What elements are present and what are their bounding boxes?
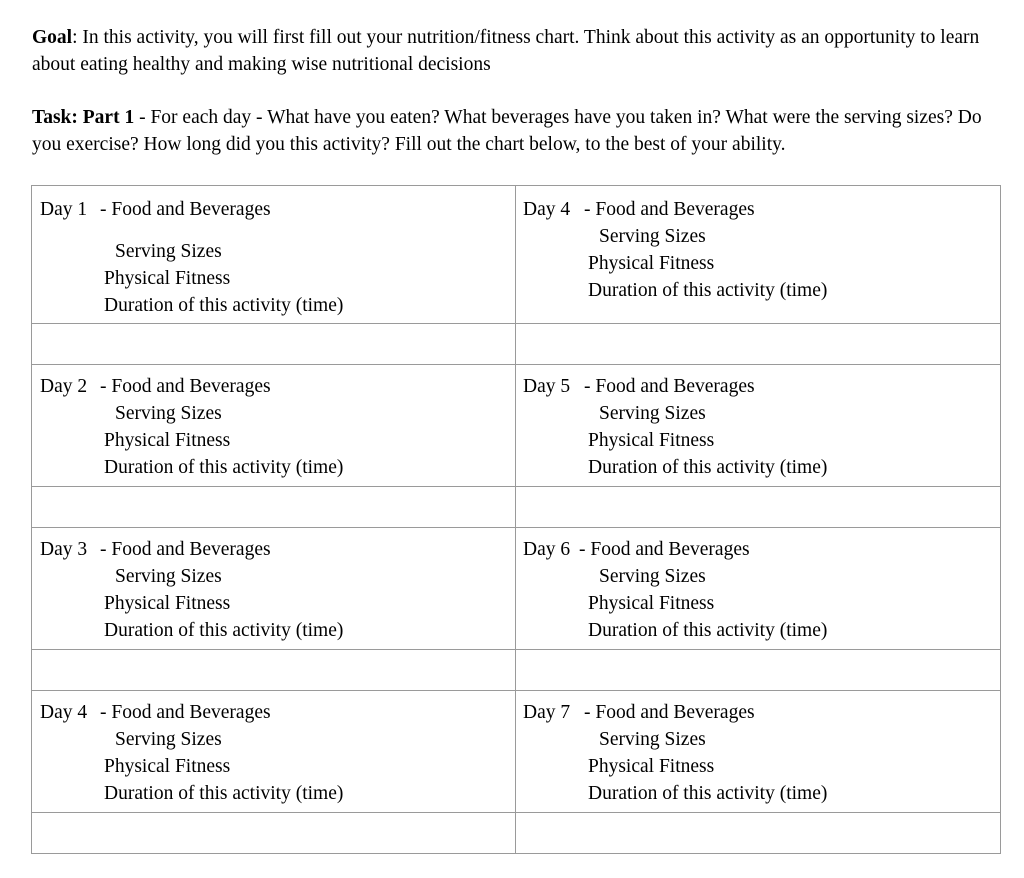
chart-entry-row	[32, 324, 1001, 365]
duration-label: Duration of this activity (time)	[588, 457, 828, 478]
food-beverages-label: - Food and Beverages	[584, 376, 755, 397]
food-beverages-label: - Food and Beverages	[100, 702, 271, 723]
physical-fitness-label: Physical Fitness	[588, 593, 715, 614]
goal-text: : In this activity, you will first fill out your nutrition/fitness chart. Think about this activity as an opportunity to learn about eating healthy and making wise nutritional decisions	[32, 27, 980, 75]
duration-label: Duration of this activity (time)	[104, 620, 344, 641]
serving-sizes-label: Serving Sizes	[599, 729, 706, 750]
chart-header-row	[32, 365, 1001, 487]
food-beverages-label: - Food and Beverages	[584, 199, 755, 220]
entry-cell[interactable]	[32, 324, 516, 365]
entry-cell[interactable]	[32, 487, 516, 528]
day-header-cell	[32, 186, 516, 324]
entry-cell[interactable]	[32, 650, 516, 691]
food-beverages-label: - Food and Beverages	[579, 539, 750, 560]
duration-label: Duration of this activity (time)	[104, 295, 344, 316]
day-header-cell	[516, 528, 1001, 650]
task-paragraph	[32, 104, 1007, 158]
entry-cell[interactable]	[32, 813, 516, 854]
serving-sizes-label: Serving Sizes	[599, 226, 706, 247]
day-label: Day 4	[523, 199, 571, 220]
goal-paragraph	[32, 24, 1007, 78]
task-text: - For each day - What have you eaten? What beverages have you taken in? What were the serving sizes? Do you exercise? How long did you this activity? Fill out the chart below, to the best of your ability.	[32, 107, 982, 155]
day-label: Day 3	[40, 539, 88, 560]
serving-sizes-label: Serving Sizes	[599, 566, 706, 587]
duration-label: Duration of this activity (time)	[104, 783, 344, 804]
nutrition-fitness-chart	[31, 185, 1001, 854]
duration-label: Duration of this activity (time)	[588, 280, 828, 301]
physical-fitness-label: Physical Fitness	[104, 593, 231, 614]
food-beverages-label: - Food and Beverages	[100, 376, 271, 397]
day-header-cell	[516, 365, 1001, 487]
food-beverages-label: - Food and Beverages	[584, 702, 755, 723]
chart-header-row	[32, 186, 1001, 324]
food-beverages-label: - Food and Beverages	[100, 199, 271, 220]
day-label: Day 5	[523, 376, 571, 397]
duration-label: Duration of this activity (time)	[104, 457, 344, 478]
day-label: Day 2	[40, 376, 88, 397]
duration-label: Duration of this activity (time)	[588, 783, 828, 804]
task-label: Task: Part 1	[32, 107, 135, 128]
duration-label: Duration of this activity (time)	[588, 620, 828, 641]
day-label: Day 4	[40, 702, 88, 723]
entry-cell[interactable]	[516, 650, 1001, 691]
day-header-cell	[32, 365, 516, 487]
physical-fitness-label: Physical Fitness	[588, 430, 715, 451]
physical-fitness-label: Physical Fitness	[104, 268, 231, 289]
physical-fitness-label: Physical Fitness	[588, 756, 715, 777]
chart-entry-row	[32, 487, 1001, 528]
serving-sizes-label: Serving Sizes	[115, 566, 222, 587]
chart-entry-row	[32, 813, 1001, 854]
day-header-cell	[32, 528, 516, 650]
entry-cell[interactable]	[516, 813, 1001, 854]
serving-sizes-label: Serving Sizes	[599, 403, 706, 424]
physical-fitness-label: Physical Fitness	[104, 430, 231, 451]
physical-fitness-label: Physical Fitness	[104, 756, 231, 777]
serving-sizes-label: Serving Sizes	[115, 729, 222, 750]
serving-sizes-label: Serving Sizes	[115, 241, 222, 262]
chart-header-row	[32, 691, 1001, 813]
day-header-cell	[516, 691, 1001, 813]
day-label: Day 7	[523, 702, 571, 723]
day-label: Day 1	[40, 199, 88, 220]
serving-sizes-label: Serving Sizes	[115, 403, 222, 424]
physical-fitness-label: Physical Fitness	[588, 253, 715, 274]
day-header-cell	[516, 186, 1001, 324]
day-label: Day 6	[523, 539, 571, 560]
chart-entry-row	[32, 650, 1001, 691]
chart-header-row	[32, 528, 1001, 650]
entry-cell[interactable]	[516, 487, 1001, 528]
food-beverages-label: - Food and Beverages	[100, 539, 271, 560]
entry-cell[interactable]	[516, 324, 1001, 365]
goal-label: Goal	[32, 27, 73, 48]
day-header-cell	[32, 691, 516, 813]
